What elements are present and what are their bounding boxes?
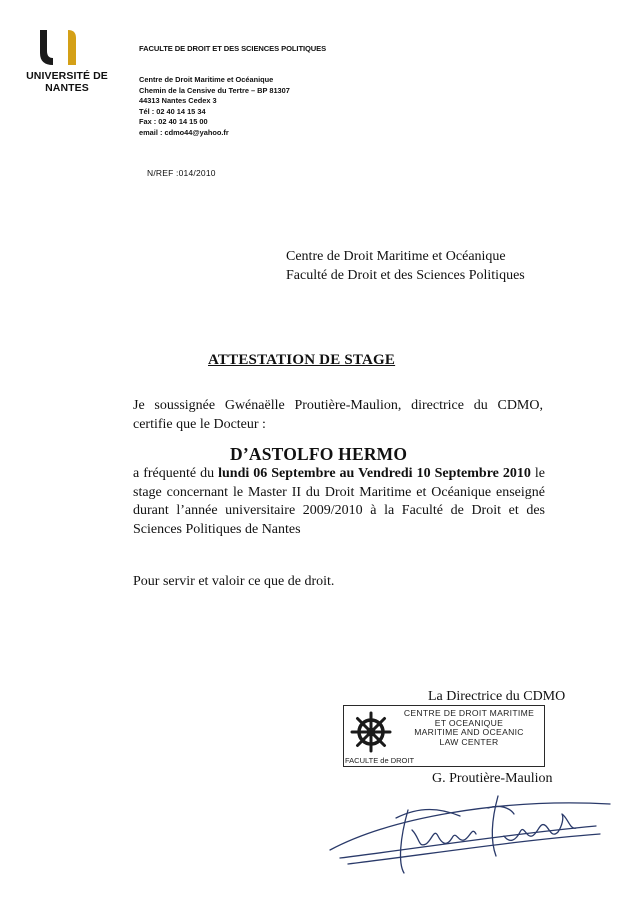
trainee-name: D’ASTOLFO HERMO — [230, 444, 408, 464]
address-line: 44313 Nantes Cedex 3 — [139, 96, 217, 106]
email-line: email : cdmo44@yahoo.fr — [139, 127, 229, 137]
faculty-name: FACULTE DE DROIT ET DES SCIENCES POLITIQUES — [139, 44, 327, 53]
recipient-line: Centre de Droit Maritime et Océanique — [286, 249, 506, 264]
stamp-line: CENTRE DE DROIT MARITIME — [403, 708, 535, 718]
attendance-text-start: a fréquenté du — [133, 466, 219, 481]
stamp-line: MARITIME AND OCEANIC — [414, 727, 524, 738]
stamp-line: ET OCEANIQUE — [434, 717, 504, 728]
recipient-line: Faculté de Droit et des Sciences Politiques — [286, 268, 525, 283]
university-name: UNIVERSITÉ DE NANTES — [26, 70, 108, 94]
stamp-footer: FACULTE de DROIT — [345, 756, 415, 765]
university-logo — [26, 28, 96, 68]
signatory-name: G. Proutière-Maulion — [432, 771, 553, 786]
document-title: ATTESTATION DE STAGE — [208, 352, 396, 368]
closing-formula: Pour servir et valoir ce que de droit. — [133, 574, 335, 589]
ship-wheel-icon — [350, 711, 392, 753]
handwritten-signature — [300, 778, 620, 878]
certification-paragraph: Je soussignée Gwénaëlle Proutière-Maulion, directrice du CDMO, certifie que le Docteur : — [133, 398, 543, 432]
signatory-role: La Directrice du CDMO — [428, 689, 566, 704]
reference-number: N/REF :014/2010 — [147, 168, 216, 178]
attendance-paragraph — [133, 465, 545, 539]
attendance-dates: lundi 06 Septembre au Vendredi 10 Septembre 2010 — [218, 466, 531, 481]
attendance-text-end: le stage concernant le Master II du Droit Maritime et Océanique enseigné durant l’année universitaire 2009/2010 à la Faculté de Droit et des Sciences Politiques de Nantes — [133, 466, 546, 537]
address-line: Tél : 02 40 14 15 34 — [139, 106, 206, 116]
address-block — [139, 75, 290, 139]
stamp-line: LAW CENTER — [439, 736, 499, 747]
address-line: Centre de Droit Maritime et Océanique — [139, 75, 274, 84]
stamp-text — [399, 709, 539, 747]
address-line: Chemin de la Censive du Tertre – BP 81307 — [139, 85, 290, 95]
recipient-block — [286, 247, 525, 285]
address-line: Fax : 02 40 14 15 00 — [139, 117, 208, 127]
